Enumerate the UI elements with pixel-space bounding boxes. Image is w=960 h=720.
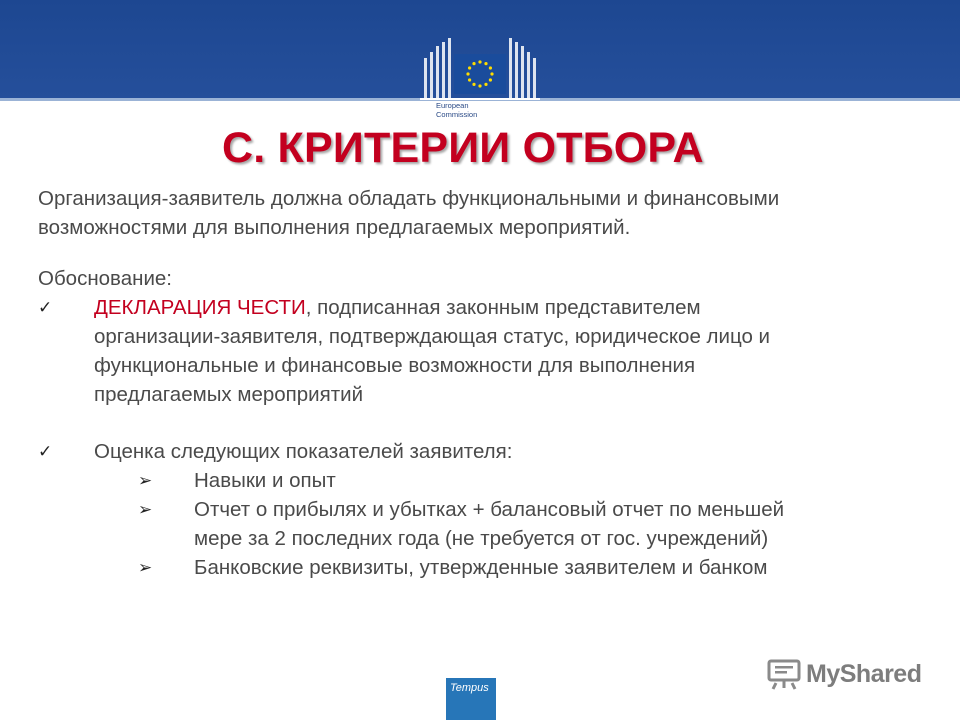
list-item: ➢ Навыки и опыт: [94, 466, 938, 495]
presentation-board-icon: [766, 657, 802, 691]
intro-line-2: возможностями для выполнения предлагаемых мероприятий.: [38, 216, 631, 239]
assessment-item: [38, 437, 938, 582]
intro-line-1: Организация-заявитель должна обладать функциональными и финансовыми: [38, 187, 780, 210]
assessment-text: Оценка следующих показателей заявителя:: [94, 440, 513, 463]
myshared-watermark[interactable]: [766, 656, 921, 692]
assessment-sublist: [94, 466, 938, 582]
declaration-highlight: ДЕКЛАРАЦИЯ ЧЕСТИ: [94, 296, 306, 319]
logo-caption: European Commission: [436, 101, 478, 119]
arrow-icon: ➢: [138, 558, 153, 577]
checkmark-icon: ✓: [38, 442, 53, 461]
slide-content: [38, 184, 938, 582]
intro-paragraph: [38, 184, 938, 242]
declaration-item: [38, 293, 938, 409]
declaration-line-3: функциональные и финансовые возможности для выполнения: [94, 354, 696, 377]
watermark-text: MyShared: [806, 659, 922, 688]
tempus-label: Tempus: [450, 682, 489, 694]
arrow-icon: ➢: [138, 471, 153, 490]
declaration-line-4: предлагаемых мероприятий: [94, 383, 364, 406]
tempus-logo: [446, 678, 496, 720]
list-item: ➢ Отчет о прибылях и убытках + балансовый отчет по меньшей мере за 2 последних года (не требуется от гос. учреждений): [94, 495, 938, 553]
slide-title: С. КРИТЕРИИ ОТБОРА: [222, 124, 704, 172]
declaration-line-1: , подписанная законным представителем: [305, 296, 701, 319]
declaration-line-2: организации-заявителя, подтверждающая статус, юридическое лицо и: [94, 325, 771, 348]
list-item: ➢ Банковские реквизиты, утвержденные заявителем и банком: [94, 553, 938, 582]
basis-label: Обоснование:: [38, 267, 172, 290]
checkmark-icon: ✓: [38, 298, 53, 317]
arrow-icon: ➢: [138, 500, 153, 519]
